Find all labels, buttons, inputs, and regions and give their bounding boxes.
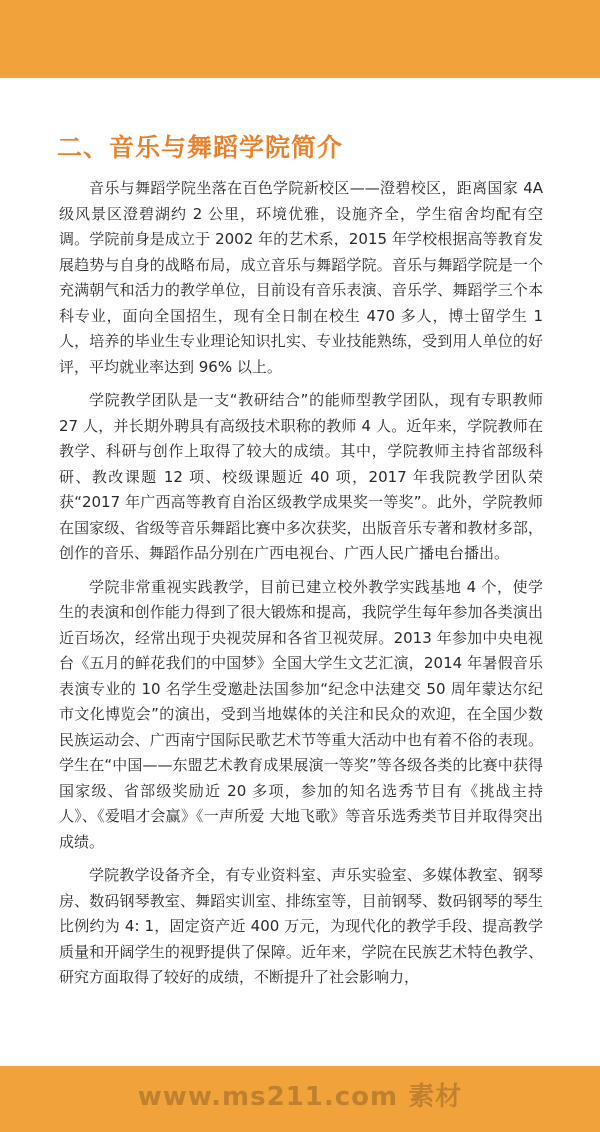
paragraph-facilities: 学院教学设备齐全，有专业资料室、声乐实验室、多媒体教室、钢琴房、数码钢琴教室、舞蹈实训室、排练室等，目前钢琴、数码钢琴的琴生比例约为 4: 1，固定资产近 400 万元，为现代化的教学手段、提高教学质量和开阔学生的视野提供了保障。近年来，学院在民族艺术特色教学、研究方面取得了较好的成绩，不断提升了社会影响力， [59, 866, 543, 986]
paragraph-faculty: 学院教学团队是一支“教研结合”的能师型教学团队，现有专职教师 27 人，并长期外聘具有高级技术职称的教师 4 人。近年来，学院教师在教学、科研与创作上取得了较大的成绩。其中，学院教师主持省部级科研、教改课题 12 项、校级课题近 40 项，2017 年我院教学团队荣获“2017 年广西高等教育自治区级教学成果奖一等奖”。此外，学院教师在国家级、省级等音乐舞蹈比赛中多次获奖，出版音乐专著和教材多部，创作的音乐、舞蹈作品分别在广西电视台、广西人民广播电台播出。 [59, 391, 543, 562]
header-band [0, 0, 600, 78]
paragraph-practice: 学院非常重视实践教学，目前已建立校外教学实践基地 4 个，使学生的表演和创作能力得到了很大锻炼和提高，我院学生每年参加各类演出近百场次，经常出现于央视荧屏和各省卫视荧屏。2013 年参加中央电视台《五月的鲜花我们的中国梦》全国大学生文艺汇演，2014 年暑假音乐表演专业的 10 名学生受邀赴法国参加“纪念中法建交 50 周年蒙达尔纪市文化博览会”的演出，受到当地媒体的关注和民众的欢迎，在全国少数民族运动会、广西南宁国际民歌艺术节等重大活动中也有着不俗的表现。学生在“中国——东盟艺术教育成果展演一等奖”等各级各类的比赛中获得国家级、省部级奖励近 20 多项，参加的知名选秀节目有《挑战主持人》、《爱唱才会赢》《一声所爱 大地飞歌》等音乐选秀类节目并取得突出成绩。 [59, 577, 543, 851]
body-text [59, 176, 543, 999]
watermark: www.ms211.com 素材 [137, 1082, 463, 1112]
paragraph-intro: 音乐与舞蹈学院坐落在百色学院新校区——澄碧校区，距离国家 4A 级风景区澄碧湖约 2 公里，环境优雅，设施齐全，学生宿舍均配有空调。学院前身是成立于 2002 年的艺术系，2015 年学校根据高等教育发展趋势与自身的战略布局，成立音乐与舞蹈学院。音乐与舞蹈学院是一个充满朝气和活力的教学单位，目前设有音乐表演、音乐学、舞蹈学三个本科专业，面向全国招生，现有全日制在校生 470 多人，博士留学生 1 人，培养的毕业生专业理论知识扎实、专业技能熟练，受到用人单位的好评，平均就业率达到 96% 以上。 [59, 179, 543, 376]
section-title: 二、音乐与舞蹈学院简介 [57, 133, 344, 162]
